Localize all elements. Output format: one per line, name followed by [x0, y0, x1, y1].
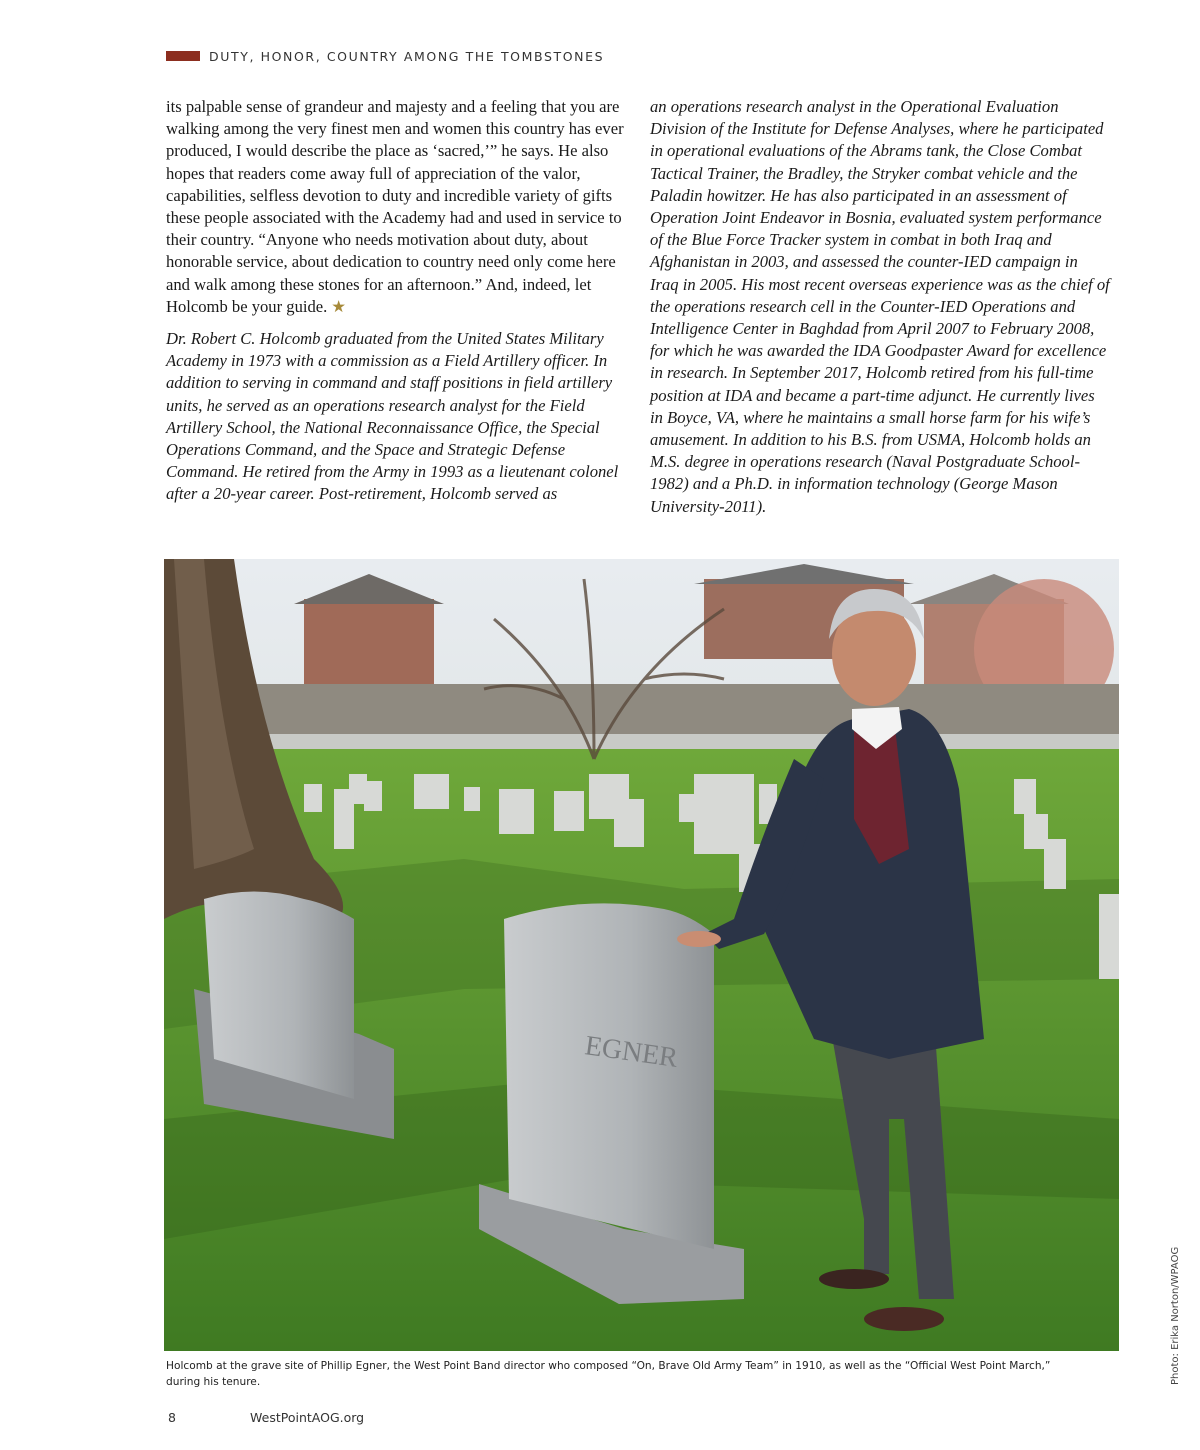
- section-accent-bar: [166, 51, 200, 61]
- author-bio-part-2: an operations research analyst in the Operational Evaluation Division of the Institute for Defense Analyses, where he participated in operational evaluations of the Abrams tank, the Close Combat Tactical Trainer, the Bradley, the Stryker combat vehicle and the Paladin howitzer. He has also participated in an assessment of Operation Joint Endeavor in Bosnia, evaluated system performance of the Blue Force Tracker system in combat in both Iraq and Afghanistan in 2003, and assessed the counter-IED campaign in Iraq in 2005. His most recent overseas experience was as the chief of the operations research cell in the Counter-IED Operations and Intelligence Center in Baghdad from April 2007 to February 2008, for which he was awarded the IDA Goodpaster Award for excellence in research. In September 2017, Holcomb retired from his full-time position at IDA and became a part-time adjunct. He currently lives in Boyce, VA, where he maintains a small horse farm for his wife’s amusement. In addition to his B.S. from USMA, Holcomb holds an M.S. degree in operations research (Naval Postgraduate School-1982) and a Ph.D. in information technology (George Mason University-2011).: [650, 97, 1110, 516]
- article-column-left: [166, 96, 626, 506]
- section-title: DUTY, HONOR, COUNTRY AMONG THE TOMBSTONES: [209, 48, 605, 64]
- page-number: 8: [168, 1410, 176, 1425]
- website-link[interactable]: WestPointAOG.org: [250, 1410, 365, 1425]
- end-mark-star-icon: ★: [331, 296, 347, 316]
- article-paragraph: [166, 96, 626, 318]
- article-paragraph-text: its palpable sense of grandeur and majesty and a feeling that you are walking among the very finest men and women this country has ever produced, I would describe the place as ‘sacred,’” he says. He also hopes that readers come away full of appreciation of the valor, capabilities, selfless devotion to duty and incredible variety of gifts these people associated with the Academy had and used in service to their country. “Anyone who needs motivation about duty, about honorable service, about dedication to country need only come here and walk among these stones for an afternoon.” And, indeed, let Holcomb be your guide.: [166, 97, 624, 316]
- author-bio-part-1: Dr. Robert C. Holcomb graduated from the United States Military Academy in 1973 with a commission as a Field Artillery officer. In addition to serving in command and staff positions in field artillery units, he served as an operations research analyst for the Field Artillery School, the National Reconnaissance Office, the Special Operations Command, and the Space and Strategic Defense Command. He retired from the Army in 1993 as a lieutenant colonel after a 20-year career. Post-retirement, Holcomb served as: [166, 329, 619, 504]
- headstone-inscription: EGNER: [583, 1030, 680, 1074]
- article-column-right: [650, 96, 1110, 518]
- section-header: [166, 48, 604, 64]
- photo-caption: Holcomb at the grave site of Phillip Egner, the West Point Band director who composed “On, Brave Old Army Team” in 1910, as well as the “Official West Point March,” during his tenure.: [166, 1360, 1051, 1388]
- cemetery-photo-illustration: [164, 559, 1119, 1351]
- photo-credit: Photo: Erika Norton/WPAOG: [1170, 1246, 1181, 1385]
- article-photo: [164, 559, 1119, 1351]
